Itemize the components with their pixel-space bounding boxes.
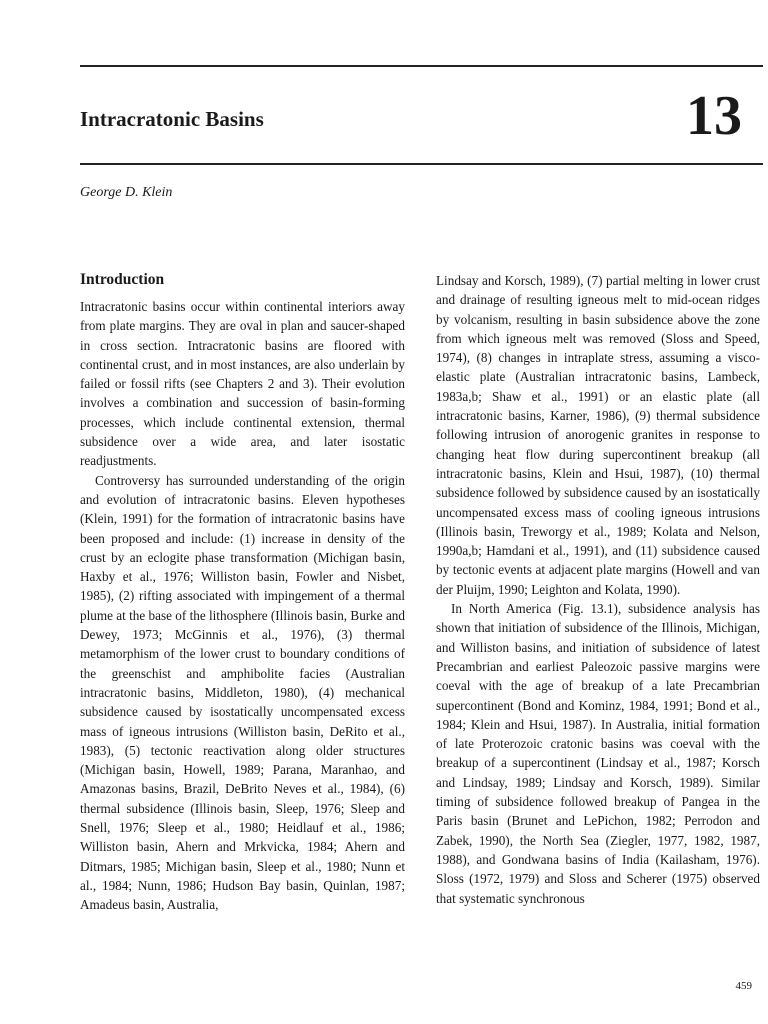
paragraph-north-america: In North America (Fig. 13.1), subsidence analysis has shown that initiation of subsidence of the Illinois, Michigan, and Williston basins, and initiation of subsidence of latest Precambrian and earliest Paleozoic passive margins were coeval with the age of breakup of a late Precambrian supercontinent (Bond and Kominz, 1984, 1991; Bond et al., 1984; Klein and Hsui, 1987). In Australia, initial formation of late Proterozoic cratonic basins was coeval with the breakup of a supercontinent (Lindsay et al., 1987; Korsch and Lindsay, 1989; Lindsay and Korsch, 1989). Similar timing of subsidence followed breakup of Pangea in the Paris basin (Brunet and LePichon, 1982; Perrodon and Zabek, 1990), the North Sea (Ziegler, 1977, 1982, 1987, 1988), and Gondwana basins of India (Kailasham, 1976). Sloss (1972, 1979) and Sloss and Scherer (1975) observed that systematic synchronous [436,601,760,906]
paragraph-intro-1: Intracratonic basins occur within continental interiors away from plate margins. They are oval in plan and saucer-shaped in cross section. Intracratonic basins are floored with continental crust, and in most instances, are also underlain by failed or fossil rifts (see Chapters 2 and 3). Their evolution involves a combination and succession of basin-forming processes, which include continental extension, thermal subsidence over a wide area, and later isostatic readjustments. [80,299,405,469]
chapter-title: Intracratonic Basins [80,107,264,131]
paragraph-intro-2: Controversy has surrounded understanding of the origin and evolution of intracratonic basins. Eleven hypotheses (Klein, 1991) for the formation of intracratonic basins have been proposed and include: (1) increase in density of the crust by an eclogite phase transformation (Michigan basin, Haxby et al., 1976; Williston basin, Fowler and Nisbet, 1985), (2) rifting associated with impingement of a thermal plume at the base of the lithosphere (Illinois basin, Burke and Dewey, 1973; McGinnis et al., 1976), (3) thermal metamorphism of the lower crust to boundary conditions of the greenschist and amphibolite facies (Australian intracratonic basins, Middleton, 1980), (4) mechanical subsidence caused by isostatically uncompensated excess mass of igneous intrusions (Williston basin, DeRito et al., 1983), (5) tectonic reactivation along older structures (Michigan basin, Howell, 1989; Parana, Maranhao, and Amazonas basins, Brazil, DeBrito Neves et al., 1984), (6) thermal subsidence (Illinois basin, Sleep, 1976; Sleep and Snell, 1976; Sleep et al., 1980; Heidlauf et al., 1986; Williston basin, Ahern and Mrkvicka, 1984; Ahern and Ditmars, 1985; Michigan basin, Sleep et al., 1980; Nunn et al., 1984; Nunn, 1986; Hudson Bay basin, Quinlan, 1987; Amadeus basin, Australia, [80,472,405,913]
top-rule [80,65,763,67]
section-heading-introduction: Introduction [80,271,165,288]
author-name: George D. Klein [80,185,173,200]
chapter-number: 13 [686,85,742,147]
title-rule [80,163,763,165]
page-number: 459 [735,980,752,992]
right-column [436,271,760,908]
left-column [80,270,405,915]
paragraph-hypotheses-continued: Lindsay and Korsch, 1989), (7) partial melting in lower crust and drainage of resulting igneous melt to mid-ocean ridges by volcanism, resulting in basin subsidence above the zone from which igneous melt was removed (Sloss and Speed, 1974), (8) changes in intraplate stress, assuming a visco-elastic plate (Australian intracratonic basins, Lambeck, 1983a,b; Shaw et al., 1991) or an elastic plate (all intracratonic basins, Karner, 1986), (9) thermal subsidence following intrusion of anorogenic granites in response to changing heat flow during supercontinent breakup (all intracratonic basins, Klein and Hsui, 1987), (10) thermal subsidence followed by subsidence caused by an isostatically uncompensated excess mass of cooling igneous intrusions (Illinois basin, Treworgy et al., 1989; Kolata and Nelson, 1990a,b; Hamdani et al., 1991), and (11) subsidence caused by tectonic events at adjacent plate margins (Howell and van der Pluijm, 1990; Leighton and Kolata, 1990). [436,273,760,597]
